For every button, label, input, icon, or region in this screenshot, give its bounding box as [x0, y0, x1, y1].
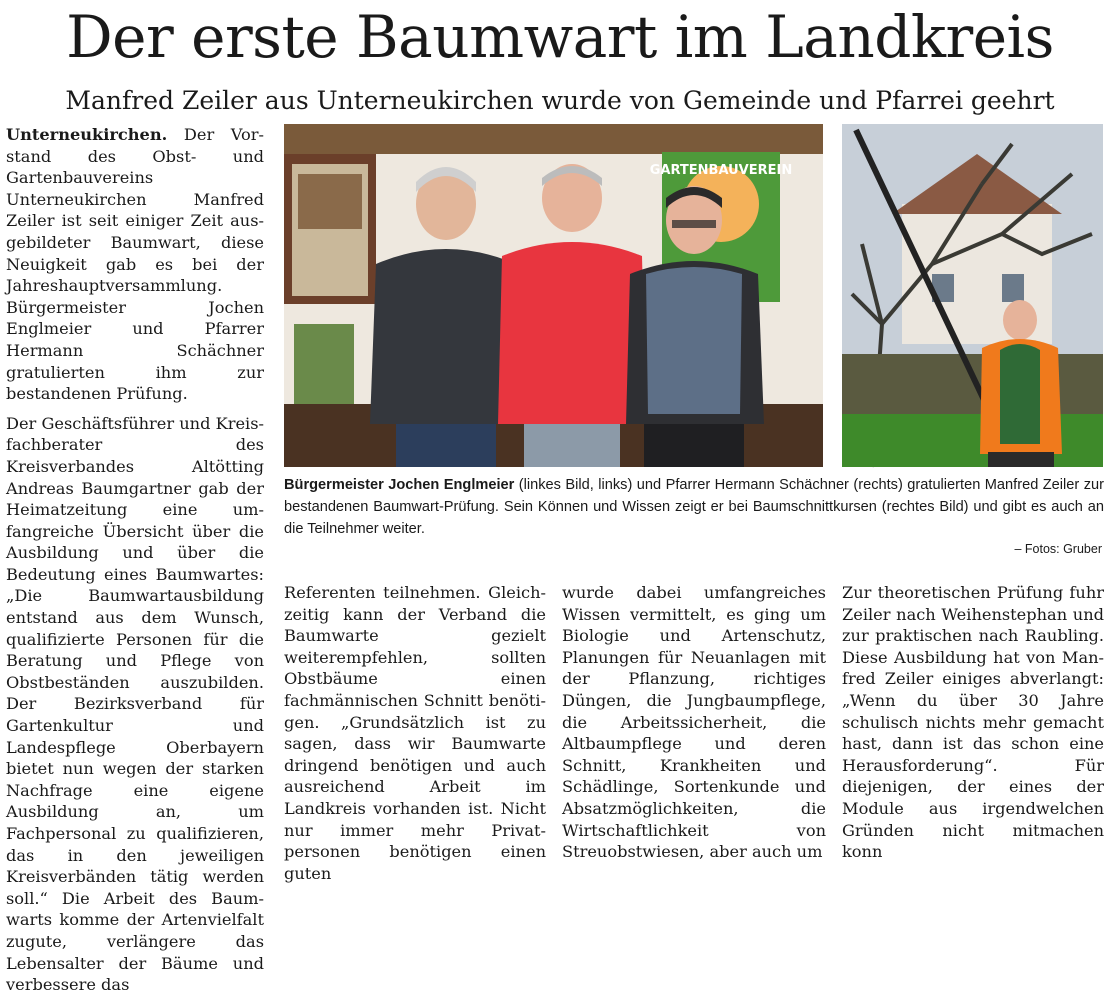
photo-tree-pruning: [842, 124, 1103, 467]
banner-text: GARTENBAUVEREIN: [649, 163, 793, 178]
column-3-text: wurde dabei umfangreiches Wissen vermittelt, es ging um Biologie und Artenschutz, Planungen für Neuanlagen mit der Pflanzung, richtiges Düngen, die Jungbaumpflege, die Arbeitssicherheit, die Altbaumpflege und deren Schnitt, Krankheiten und Schädlinge, Sortenkunde und Absatzmöglichkeiten, die Wirtschaftlichkeit von Streuobstwiesen, aber auch um: [562, 583, 826, 862]
caption-bold: Bürgermeister Jochen Englmeier: [284, 477, 515, 493]
photo-caption: [284, 474, 1104, 540]
column-2-text: Referenten teilnehmen. Gleichzeitig kann der Verband die Baumwarte gezielt weiterempfehlen, sollten Obstbäume einen fachmännischen Schnitt benötigen. „Grundsätzlich ist zu sagen, dass wir Baumwarte dringend benötigen und auch ausreichend Arbeit im Landkreis vorhanden ist. Nicht nur immer mehr Privatpersonen benötigen einen guten: [284, 583, 546, 883]
article-column-2: [284, 582, 546, 883]
column-4-text: Zur theoretischen Prüfung fuhr Zeiler nach Weihenstephan und zur praktischen nach Raubling. Diese Ausbildung hat von Manfred Zeiler einiges abverlangt: „Wenn du über 30 Jahre schulisch nichts mehr gemacht hast, dann ist das schon eine Herausforderung“. Für diejenigen, der eines der Module aus irgendwelchen Gründen nicht mitmachen konn: [842, 583, 1104, 862]
paragraph-1-text: Der Vorstand des Obst- und Gartenbauvereins Unterneukirchen Manfred Zeiler ist seit einiger Zeit ausgebildeter Baumwart, diese Neuigkeit gab es bei der Jahreshauptversammlung. Bürgermeister Jochen Englmeier und Pfarrer Hermann Schächner gratulierten ihm zur bestandenen Prüfung.: [6, 125, 264, 404]
article-column-1: [6, 124, 264, 995]
caption-text: (linkes Bild, links) und Pfarrer Hermann Schächner (rechts) gratulierten Manfred Zeiler zur bestandenen Baumwart-Prüfung. Sein Können und Wissen zeigt er bei Baumschnittkursen (rechtes Bild) und gibt es auch an die Teilnehmer weiter.: [284, 477, 1104, 537]
dateline: Unterneukirchen.: [6, 125, 168, 144]
article-column-4: [842, 582, 1104, 862]
subheadline: Manfred Zeiler aus Unterneukirchen wurde von Gemeinde und Pfarrei geehrt: [65, 86, 1055, 115]
photo-credit: – Fotos: Gruber: [1014, 542, 1102, 556]
photo-tree-pruning-illustration: [842, 124, 1103, 467]
headline: Der erste Baumwart im Landkreis: [66, 3, 1054, 71]
paragraph-1: [6, 124, 264, 405]
photo-ceremony: [284, 124, 823, 467]
photo-ceremony-illustration: [284, 124, 823, 467]
paragraph-2: Der Geschäftsführer und Kreisfachberater des Kreisverbandes Altötting Andreas Baumgartner gab der Heimatzeitung eine umfangreiche Übersicht über die Ausbildung und über die Bedeutung eines Baumwartes: „Die Baumwartausbildung entstand aus dem Wunsch, qualifizierte Personen für die Beratung und Pflege von Obstbeständen auszubilden. Der Bezirksverband für Gartenkultur und Landespflege Oberbayern bietet nun wegen der starken Nachfrage eine eigene Ausbildung an, um Fachpersonal zu qualifizieren, das in den jeweiligen Kreisverbänden tätig werden soll.“ Die Arbeit des Baumwarts komme der Artenvielfalt zugute, verlängere das Lebensalter der Bäume und verbessere das: [6, 413, 264, 995]
article-column-3: [562, 582, 826, 862]
